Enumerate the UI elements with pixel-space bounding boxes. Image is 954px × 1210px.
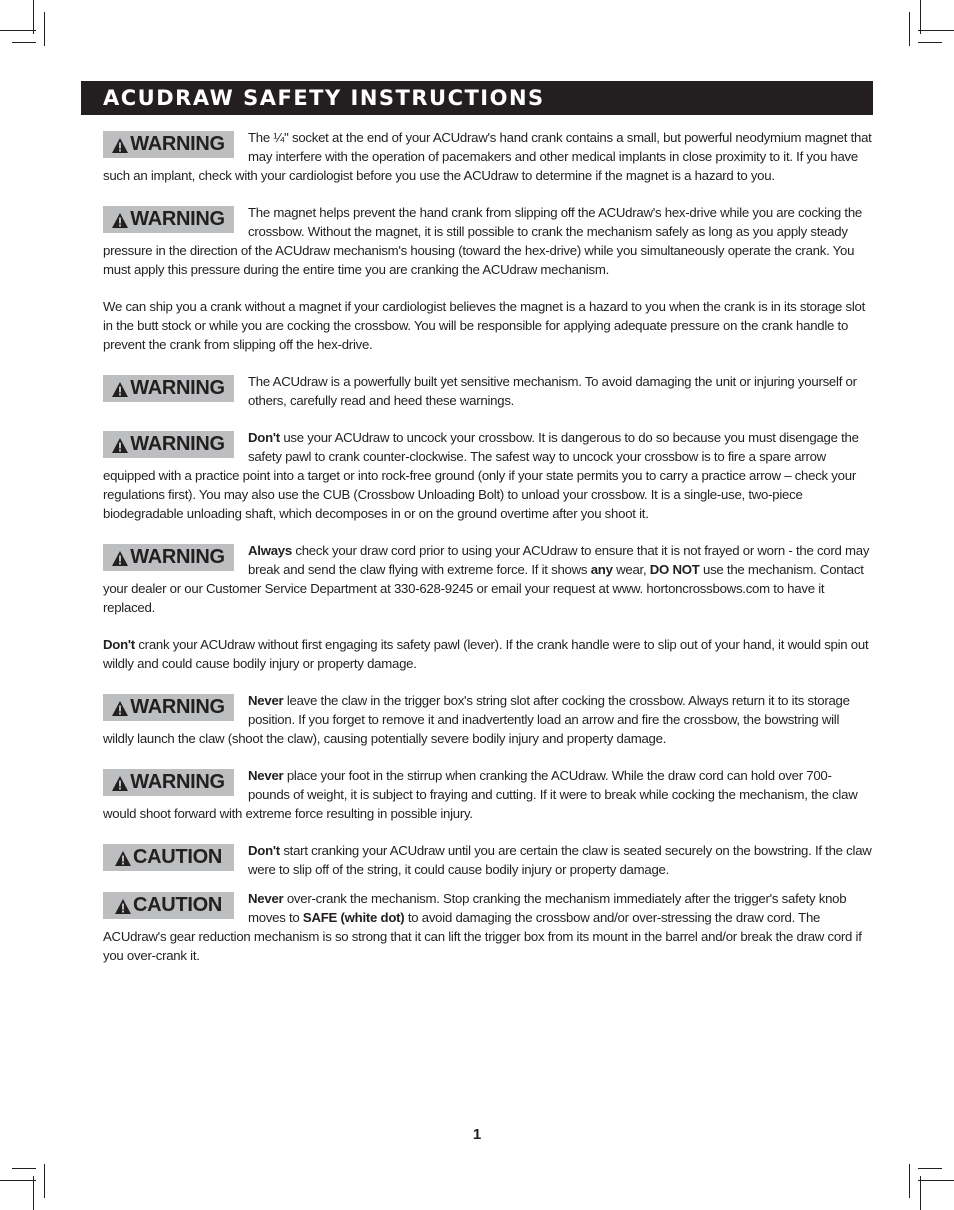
body-text: use your ACUdraw to uncock your crossbow. It is dangerous to do so because you must disengage the safety pawl to crank counter-clockwise. The safest way to uncock your crossbow is to fire a spare arrow equipped with a practice point into a target or into rock-free ground (only if your state permits you to carry a practice arrow – check your regulations first). You may also use the CUB (Crossbow Unloading Bolt) to unload your crossbow. It is a single-use, two-piece biodegradable unloading shaft, which decomposes in or on the ground overtime after you shoot it. [103,430,859,521]
title-banner [81,81,873,115]
crop-mark [12,42,36,43]
exclamation-triangle-icon [115,851,131,866]
warning-badge [103,431,234,458]
body-text: crank your ACUdraw without first engaging its safety pawl (lever). If the crank handle were to slip out of your hand, it would spin out wildly and could cause bodily injury or property damage. [103,637,869,671]
body-text: place your foot in the stirrup when cranking the ACUdraw. While the draw cord can hold over 700-pounds of weight, it is subject to fraying and cutting. If it were to break while cocking the mechanism, the claw would shoot forward with extreme force resulting in possible injury. [103,768,858,821]
exclamation-triangle-icon [115,899,131,914]
warning-block [103,128,873,185]
warning-block [103,691,873,748]
warning-block [103,203,873,279]
exclamation-triangle-icon [112,776,128,791]
warning-block [103,372,873,410]
body-text: We can ship you a crank without a magnet if your cardiologist believes the magnet is a hazard to you when the crank is in its storage slot in the butt stock or while you are cocking the crossbow. You will be responsible for applying adequate pressure on the crank handle to prevent the crank from slipping off the hex-drive. [103,299,866,352]
caution-label: CAUTION [132,846,222,868]
safety-content [103,128,873,983]
body-text: check your draw cord prior to using your ACUdraw to ensure that it is not frayed or worn - the cord may break and send the claw flying with extreme force. If it shows [248,543,870,577]
exclamation-triangle-icon [112,138,128,153]
body-text: over-crank the mechanism. Stop cranking the mechanism immediately after the trigger's safety knob moves to [248,891,847,925]
crop-mark [920,1176,921,1210]
paragraph-text [103,297,873,354]
exclamation-triangle-icon [112,213,128,228]
emphasis-lead: Don't [248,843,280,858]
crop-mark [33,1176,34,1210]
body-text: start cranking your ACUdraw until you are certain the claw is seated securely on the bowstring. If the claw were to slip off of the string, it could cause bodily injury or property damage. [248,843,872,877]
crop-mark [918,42,942,43]
emphasis-lead: Never [248,891,284,906]
exclamation-triangle-icon [112,438,128,453]
crop-mark [918,1180,954,1181]
body-text: The ¼" socket at the end of your ACUdraw's hand crank contains a small, but powerful neodymium magnet that may interfere with the operation of pacemakers and other medical implants in close proximity to it. If you have such an implant, check with your cardiologist before you use the ACUdraw to determine if the magnet is a hazard to you. [103,130,872,183]
crop-mark [0,1180,36,1181]
body-text: use the mechanism. Contact your dealer or our Customer Service Department at 330-628-9245 or email your request at www. hortoncrossbows.com to have it replaced. [103,562,864,615]
crop-mark [33,0,34,34]
crop-mark [12,1168,36,1169]
warning-label: WARNING [130,133,225,155]
crop-mark [918,1168,942,1169]
crop-mark [909,12,910,46]
warning-label: WARNING [130,433,225,455]
warning-badge [103,206,234,233]
caution-badge [103,844,234,871]
exclamation-triangle-icon [112,551,128,566]
warning-block [103,428,873,523]
emphasis-lead: Don't [103,637,135,652]
paragraph-text [103,635,873,673]
warning-badge [103,544,234,571]
emphasis-lead: Don't [248,430,280,445]
warning-badge [103,769,234,796]
body-text: The ACUdraw is a powerfully built yet sensitive mechanism. To avoid damaging the unit or injuring yourself or others, carefully read and heed these warnings. [248,374,857,408]
emphasis-lead: Always [248,543,292,558]
warning-label: WARNING [130,696,225,718]
body-text: wear, [612,562,650,577]
warning-badge [103,694,234,721]
caution-block [103,889,873,965]
emphasis-word: any [590,562,613,577]
caution-label: CAUTION [132,894,222,916]
emphasis-lead: Never [248,768,284,783]
crop-mark [918,30,954,31]
crop-mark [909,1164,910,1198]
plain-paragraph [103,297,873,354]
crop-mark [920,0,921,34]
body-text: to avoid damaging the crossbow and/or over-stressing the draw cord. The ACUdraw's gear reduction mechanism is so strong that it can lift the trigger box from its mount in the barrel and/or break the draw cord if you over-crank it. [103,910,862,963]
caution-block [103,841,873,879]
page-title: ACUDRAW SAFETY INSTRUCTIONS [103,86,545,110]
crop-mark [44,12,45,46]
body-text: leave the claw in the trigger box's string slot after cocking the crossbow. Always return it to its storage position. If you forget to remove it and inadvertently load an arrow and fire the crossbow, the bowstring will wildly launch the claw (shoot the claw), causing potentially severe bodily injury and property damage. [103,693,850,746]
warning-badge [103,131,234,158]
warning-label: WARNING [130,208,225,230]
exclamation-triangle-icon [112,382,128,397]
warning-badge [103,375,234,402]
body-text: The magnet helps prevent the hand crank from slipping off the ACUdraw's hex-drive while you are cocking the crossbow. Without the magnet, it is still possible to crank the mechanism safely as long as you apply steady pressure in the direction of the ACUdraw mechanism's housing (toward the hex-drive) while you simultaneously operate the crank. You must apply this pressure during the entire time you are cranking the ACUdraw mechanism. [103,205,862,277]
page-number: 1 [472,1126,482,1143]
plain-paragraph [103,635,873,673]
warning-block [103,541,873,617]
crop-mark [0,30,36,31]
exclamation-triangle-icon [112,701,128,716]
warning-label: WARNING [130,377,225,399]
crop-mark [44,1164,45,1198]
emphasis-word: DO NOT [649,562,700,577]
warning-label: WARNING [130,546,225,568]
emphasis-lead: Never [248,693,284,708]
emphasis-word: SAFE (white dot) [302,910,405,925]
warning-block [103,766,873,823]
warning-label: WARNING [130,771,225,793]
caution-badge [103,892,234,919]
